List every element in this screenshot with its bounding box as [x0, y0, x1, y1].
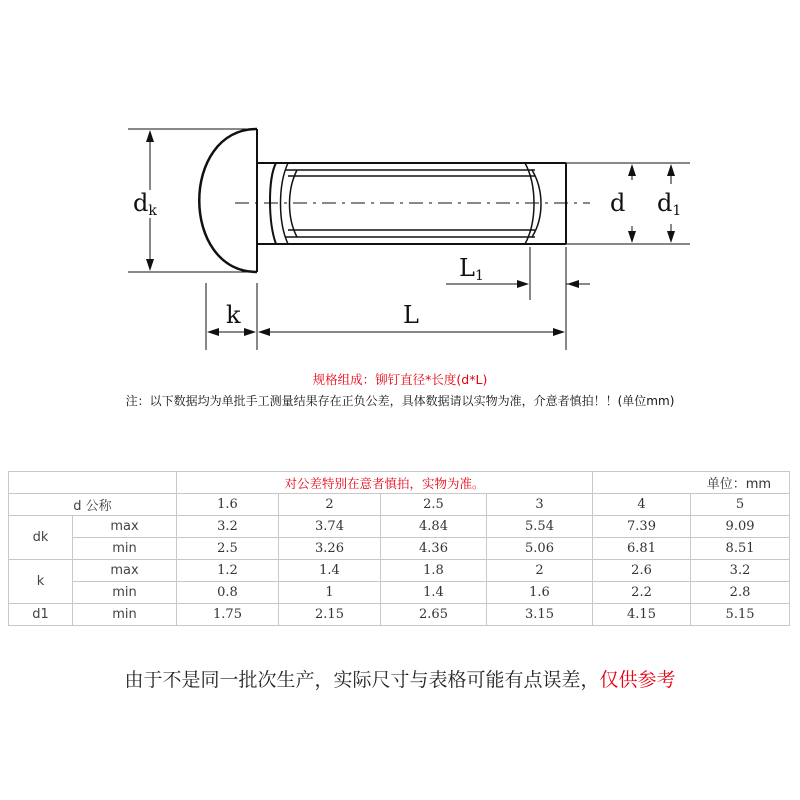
table-cell: 0.8	[177, 582, 279, 604]
dk-label: dk	[133, 189, 157, 219]
table-cell: 1.6	[487, 582, 593, 604]
table-cell: 2.15	[279, 604, 381, 626]
table-row	[9, 560, 790, 582]
rivet-technical-drawing	[0, 0, 800, 370]
bottom-note-highlight: 仅供参考	[599, 669, 676, 691]
table-cell: 2.6	[593, 560, 691, 582]
table-unit: 单位：mm	[593, 472, 790, 494]
param-dk: dk	[9, 516, 73, 560]
L1-label: L1	[459, 254, 484, 284]
table-banner-row	[9, 472, 790, 494]
table-cell: 3.26	[279, 538, 381, 560]
table-cell: 3.15	[487, 604, 593, 626]
table-header-row	[9, 494, 790, 516]
table-cell: 3.74	[279, 516, 381, 538]
table-cell: 2.5	[177, 538, 279, 560]
param-k: k	[9, 560, 73, 604]
table-cell: 3.2	[177, 516, 279, 538]
d-value: 1.6	[177, 494, 279, 516]
spec-title: 规格组成：铆钉直径*长度(d*L)	[312, 372, 488, 387]
limit-label: max	[73, 516, 177, 538]
d-label: d	[610, 189, 626, 217]
table-cell: 9.09	[691, 516, 790, 538]
param-d1: d1	[9, 604, 73, 626]
table-cell: 7.39	[593, 516, 691, 538]
table-cell: 8.51	[691, 538, 790, 560]
table-cell: 5.06	[487, 538, 593, 560]
table-cell: 1.4	[279, 560, 381, 582]
d1-label: d1	[657, 189, 682, 219]
size-table	[8, 471, 790, 626]
table-row	[9, 538, 790, 560]
table-cell: 1.4	[381, 582, 487, 604]
table-cell: 5.54	[487, 516, 593, 538]
table-cell: 4.84	[381, 516, 487, 538]
table-row	[9, 604, 790, 626]
spec-note: 注：以下数据均为单批手工测量结果存在正负公差，具体数据请以实物为准，介意者慎拍！！(单位mm)	[125, 394, 675, 408]
rivet-head	[199, 129, 257, 272]
d-value: 2.5	[381, 494, 487, 516]
table-cell: 4.15	[593, 604, 691, 626]
table-row	[9, 582, 790, 604]
L-label: L	[403, 301, 419, 329]
table-cell: 6.81	[593, 538, 691, 560]
table-cell: 2.8	[691, 582, 790, 604]
table-cell: 1.75	[177, 604, 279, 626]
limit-label: max	[73, 560, 177, 582]
table-cell: 3.2	[691, 560, 790, 582]
table-cell: 1	[279, 582, 381, 604]
table-cell: 4.36	[381, 538, 487, 560]
table-cell: 2.2	[593, 582, 691, 604]
nominal-d-header: d 公称	[9, 494, 177, 516]
bottom-note-text: 由于不是同一批次生产，实际尺寸与表格可能有点误差，	[124, 669, 600, 691]
table-cell: 2	[487, 560, 593, 582]
limit-label: min	[73, 604, 177, 626]
d-value: 4	[593, 494, 691, 516]
d-value: 5	[691, 494, 790, 516]
k-label: k	[226, 301, 241, 329]
table-cell: 1.8	[381, 560, 487, 582]
limit-label: min	[73, 538, 177, 560]
d-value: 3	[487, 494, 593, 516]
table-cell: 2.65	[381, 604, 487, 626]
table-row	[9, 516, 790, 538]
table-cell: 1.2	[177, 560, 279, 582]
limit-label: min	[73, 582, 177, 604]
table-warning: 对公差特别在意者慎拍，实物为准。	[177, 472, 593, 494]
d-value: 2	[279, 494, 381, 516]
table-cell: 5.15	[691, 604, 790, 626]
bottom-note	[0, 665, 800, 692]
